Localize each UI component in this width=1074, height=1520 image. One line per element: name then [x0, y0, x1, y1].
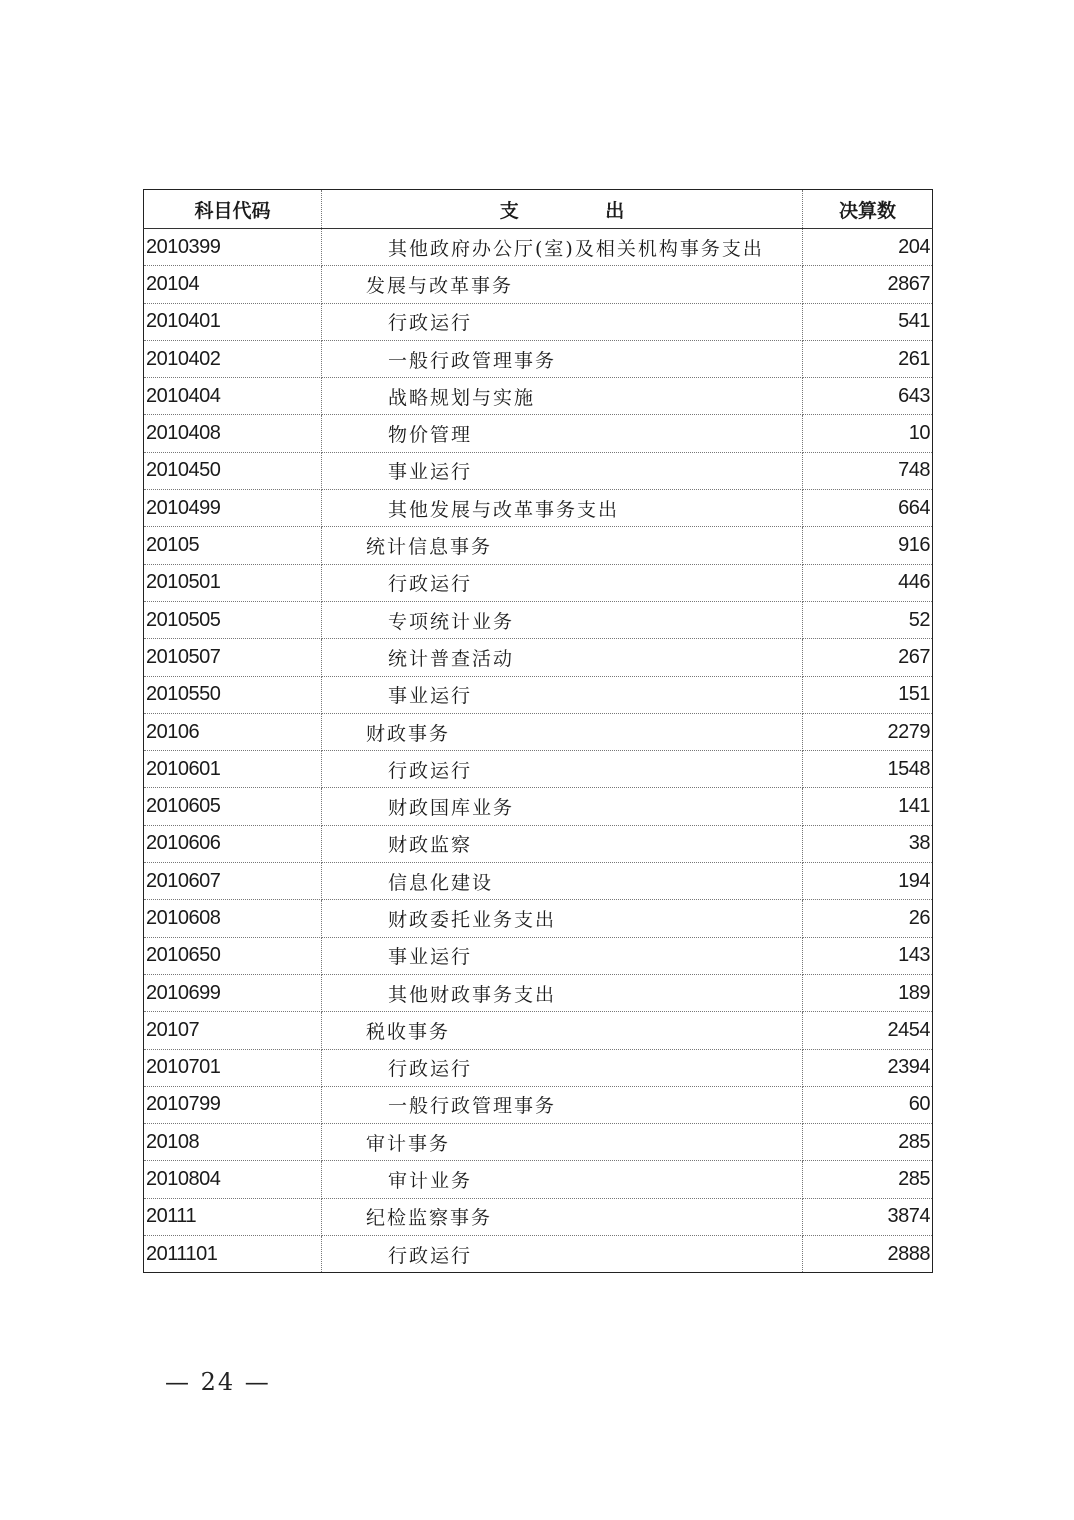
row-name: 战略规划与实施	[322, 378, 803, 415]
row-code: 2010501	[144, 564, 322, 601]
table-row	[144, 1049, 933, 1086]
row-name: 财政委托业务支出	[322, 900, 803, 937]
row-value: 748	[803, 452, 933, 489]
row-name: 审计业务	[322, 1161, 803, 1198]
row-value: 141	[803, 788, 933, 825]
row-value: 194	[803, 863, 933, 900]
row-name: 审计事务	[322, 1124, 803, 1161]
table-row	[144, 863, 933, 900]
row-code: 20105	[144, 527, 322, 564]
row-code: 2010408	[144, 415, 322, 452]
row-value: 916	[803, 527, 933, 564]
row-code: 2010404	[144, 378, 322, 415]
table-row	[144, 1161, 933, 1198]
row-value: 189	[803, 974, 933, 1011]
row-name: 行政运行	[322, 1049, 803, 1086]
table-row	[144, 527, 933, 564]
header-item	[322, 190, 803, 229]
row-value: 204	[803, 229, 933, 266]
row-value: 285	[803, 1124, 933, 1161]
table-row	[144, 639, 933, 676]
row-name: 行政运行	[322, 303, 803, 340]
header-item-label: 支 出	[499, 199, 665, 222]
row-value: 2394	[803, 1049, 933, 1086]
table-row	[144, 229, 933, 266]
row-name: 事业运行	[322, 452, 803, 489]
row-value: 2867	[803, 266, 933, 303]
row-value: 261	[803, 340, 933, 377]
row-name: 行政运行	[322, 564, 803, 601]
table-row	[144, 788, 933, 825]
table-row	[144, 900, 933, 937]
table-row	[144, 974, 933, 1011]
row-code: 20104	[144, 266, 322, 303]
table-row	[144, 490, 933, 527]
row-name: 其他财政事务支出	[322, 974, 803, 1011]
row-value: 26	[803, 900, 933, 937]
row-value: 285	[803, 1161, 933, 1198]
row-value: 267	[803, 639, 933, 676]
row-name: 发展与改革事务	[322, 266, 803, 303]
row-name: 行政运行	[322, 751, 803, 788]
page-number: — 24 —	[165, 1368, 271, 1396]
row-code: 2011101	[144, 1236, 322, 1273]
row-code: 2010505	[144, 601, 322, 638]
row-name: 纪检监察事务	[322, 1198, 803, 1235]
table-row	[144, 601, 933, 638]
row-value: 2888	[887, 1242, 930, 1265]
row-name: 统计普查活动	[322, 639, 803, 676]
table-row	[144, 415, 933, 452]
row-name: 统计信息事务	[322, 527, 803, 564]
row-code: 2010608	[144, 900, 322, 937]
row-value: 2279	[803, 713, 933, 750]
row-code: 20106	[144, 713, 322, 750]
table-row	[144, 825, 933, 862]
row-name: 税收事务	[322, 1012, 803, 1049]
row-value: 38	[803, 825, 933, 862]
row-code: 20107	[144, 1012, 322, 1049]
row-code: 20111	[144, 1198, 322, 1235]
table-header-row	[144, 190, 933, 229]
row-code: 2010606	[144, 825, 322, 862]
row-name: 事业运行	[322, 937, 803, 974]
row-code: 2010699	[144, 974, 322, 1011]
row-code: 2010799	[144, 1086, 322, 1123]
table-row	[144, 937, 933, 974]
row-name: 一般行政管理事务	[322, 1086, 803, 1123]
row-value: 2454	[803, 1012, 933, 1049]
row-value: 664	[803, 490, 933, 527]
row-name: 专项统计业务	[322, 601, 803, 638]
row-value: 52	[803, 601, 933, 638]
table-row	[144, 1236, 933, 1273]
table-row	[144, 1012, 933, 1049]
row-value: 143	[803, 937, 933, 974]
row-code: 2010605	[144, 788, 322, 825]
row-name: 事业运行	[322, 676, 803, 713]
table-row	[144, 340, 933, 377]
row-code: 2010607	[144, 863, 322, 900]
row-code: 2010701	[144, 1049, 322, 1086]
table-body	[144, 229, 933, 1273]
row-name: 财政事务	[322, 713, 803, 750]
row-code: 2010650	[144, 937, 322, 974]
row-code: 2010550	[144, 676, 322, 713]
table-row	[144, 378, 933, 415]
row-code: 2010399	[144, 229, 322, 266]
row-name: 财政监察	[322, 825, 803, 862]
row-name: 其他发展与改革事务支出	[322, 490, 803, 527]
row-value: 1548	[803, 751, 933, 788]
table-row	[144, 1198, 933, 1235]
row-value: 643	[803, 378, 933, 415]
row-code: 2010804	[144, 1161, 322, 1198]
table-row	[144, 676, 933, 713]
row-value: 10	[803, 415, 933, 452]
row-value: 3874	[803, 1198, 933, 1235]
row-code: 2010402	[144, 340, 322, 377]
row-code: 2010499	[144, 490, 322, 527]
row-value: 446	[803, 564, 933, 601]
table-row	[144, 1086, 933, 1123]
row-name: 一般行政管理事务	[322, 340, 803, 377]
table-row	[144, 303, 933, 340]
table-row	[144, 1124, 933, 1161]
row-value: 60	[803, 1086, 933, 1123]
table-row	[144, 266, 933, 303]
row-code: 2010450	[144, 452, 322, 489]
row-name: 行政运行	[322, 1236, 803, 1273]
table-row	[144, 564, 933, 601]
header-code: 科目代码	[144, 190, 322, 229]
row-code: 2010401	[144, 303, 322, 340]
row-name: 财政国库业务	[322, 788, 803, 825]
row-name: 信息化建设	[322, 863, 803, 900]
row-code: 2010507	[144, 639, 322, 676]
row-value: 541	[803, 303, 933, 340]
row-code: 20108	[144, 1124, 322, 1161]
table-row	[144, 713, 933, 750]
budget-table	[143, 189, 933, 1273]
row-name: 物价管理	[322, 415, 803, 452]
table-row	[144, 751, 933, 788]
row-code: 2010601	[144, 751, 322, 788]
row-name: 其他政府办公厅(室)及相关机构事务支出	[322, 229, 803, 266]
row-value: 151	[803, 676, 933, 713]
header-amount: 决算数	[803, 190, 933, 229]
table-row	[144, 452, 933, 489]
